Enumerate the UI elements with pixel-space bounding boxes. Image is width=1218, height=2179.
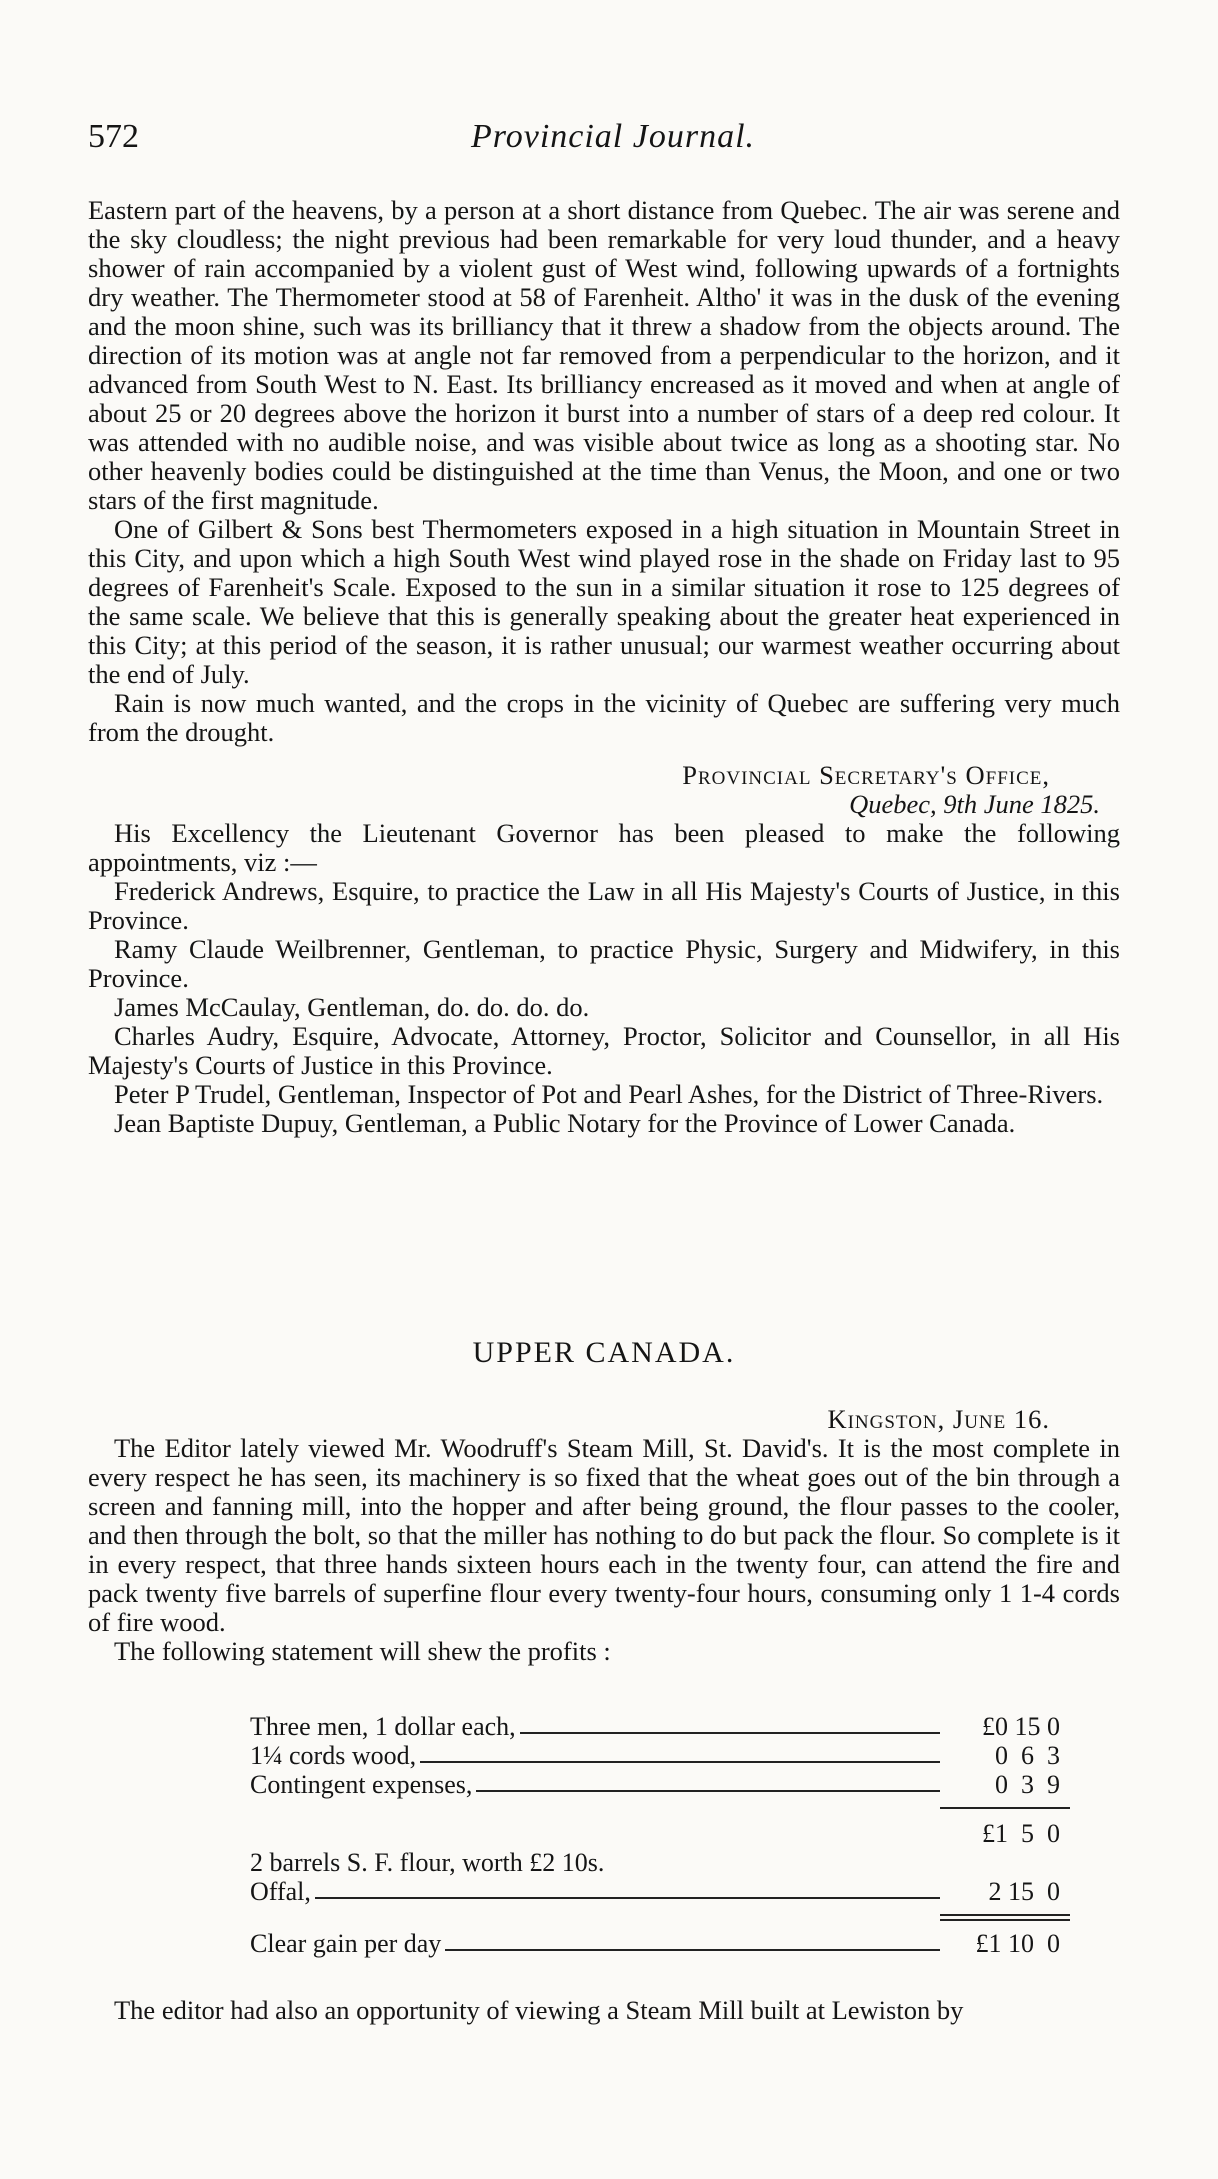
last-line: The editor had also an opportunity of viewing a Steam Mill built at Lewiston by: [114, 1995, 964, 2025]
appointment-item: Jean Baptiste Dupuy, Gentleman, a Public Notary for the Province of Lower Canada.: [114, 1108, 1016, 1138]
notice-intro: His Excellency the Lieutenant Governor has been pleased to make the following appointments, viz :—: [88, 818, 1120, 877]
appointment-item: Frederick Andrews, Esquire, to practice the Law in all His Majesty's Courts of Justice, in this Province.: [88, 876, 1120, 935]
sum-rule: [940, 1807, 1070, 1809]
rain-paragraph: Rain is now much wanted, and the crops in the vicinity of Quebec are suffering very much from the drought.: [88, 688, 1120, 747]
clear-gain-row: Clear gain per day £1 10 0: [250, 1929, 1060, 1958]
statement-intro: The following statement will shew the profits :: [114, 1636, 611, 1666]
thermometer-paragraph: One of Gilbert & Sons best Thermometers exposed in a high situation in Mountain Street in this City, and upon which a high South West wind played rose in the shade on Friday last to 95 degrees of Farenheit's Scale. Exposed to the sun in a similar situation it rose to 125 degrees of the same scale. We believe that this is generally speaking about the greater heat experienced in this City; at this period of the season, it is rather unusual; our warmest weather occurring about the end of July.: [88, 514, 1120, 689]
office-line: Provincial Secretary's Office,: [682, 760, 1050, 790]
appointment-item: Charles Audry, Esquire, Advocate, Attorney, Proctor, Solicitor and Counsellor, in all His Majesty's Courts of Justice in this Province.: [88, 1021, 1120, 1080]
sum-rule: [940, 1914, 1070, 1916]
notice-date: Quebec, 9th June 1825.: [849, 789, 1100, 819]
continuation: [88, 1996, 1120, 2025]
upper-canada-section: [88, 1338, 1120, 1666]
subtotal-row: £1 5 0: [982, 1819, 1060, 1848]
page-number: 572: [88, 118, 139, 155]
dateline: Kingston, June 16.: [827, 1404, 1050, 1434]
upper-text: [88, 196, 1120, 1138]
meteor-paragraph: Eastern part of the heavens, by a person at a short distance from Quebec. The air was serene and the sky cloudless; the night previous had been remarkable for very loud thunder, and a heavy shower of rain accompanied by a violent gust of West wind, following upwards of a fortnights dry weather. The Thermometer stood at 58 of Farenheit. Altho' it was in the dusk of the evening and the moon shine, such was its brilliancy that it threw a shadow from the objects around. The direction of its motion was at angle not far removed from a perpendicular to the horizon, and it advanced from South West to N. East. Its brilliancy encreased as it moved and when at angle of about 25 or 20 degrees above the horizon it burst into a number of stars of a deep red colour. It was attended with no audible noise, and was visible about twice as long as a shooting star. No other heavenly bodies could be distinguished at the time than Venus, the Moon, and one or two stars of the first magnitude.: [88, 195, 1120, 515]
appointment-item: Ramy Claude Weilbrenner, Gentleman, to practice Physic, Surgery and Midwifery, in this Province.: [88, 934, 1120, 993]
account-row: 1¼ cords wood, 0 6 3: [250, 1741, 1060, 1770]
account-row: Contingent expenses, 0 3 9: [250, 1770, 1060, 1799]
account-row: Three men, 1 dollar each, £0 15 0: [250, 1712, 1060, 1741]
section-heading: UPPER CANADA.: [472, 1336, 736, 1369]
steam-mill-paragraph: The Editor lately viewed Mr. Woodruff's Steam Mill, St. David's. It is the most complete in every respect he has seen, its machinery is so fixed that the wheat goes out of the bin through a screen and fanning mill, into the hopper and after being ground, the flour passes to the cooler, and then through the bolt, so that the miller has nothing to do but pack the flour. So complete is it in every respect, that three hands sixteen hours each in the twenty four, can attend the fire and pack twenty five barrels of superfine flour every twenty-four hours, consuming only 1 1-4 cords of fire wood.: [88, 1433, 1120, 1637]
appointment-item: Peter P Trudel, Gentleman, Inspector of Pot and Pearl Ashes, for the District of Three-Rivers.: [114, 1079, 1104, 1109]
account-row: 2 barrels S. F. flour, worth £2 10s.: [250, 1848, 1070, 1877]
account-row: Offal, 2 15 0: [250, 1877, 1060, 1906]
appointment-item: James McCaulay, Gentleman, do. do. do. do.: [114, 992, 590, 1022]
profit-account: [250, 1712, 1070, 1958]
journal-title: Provincial Journal.: [470, 118, 756, 155]
sum-rule: [940, 1919, 1070, 1921]
running-head: [88, 118, 1138, 164]
